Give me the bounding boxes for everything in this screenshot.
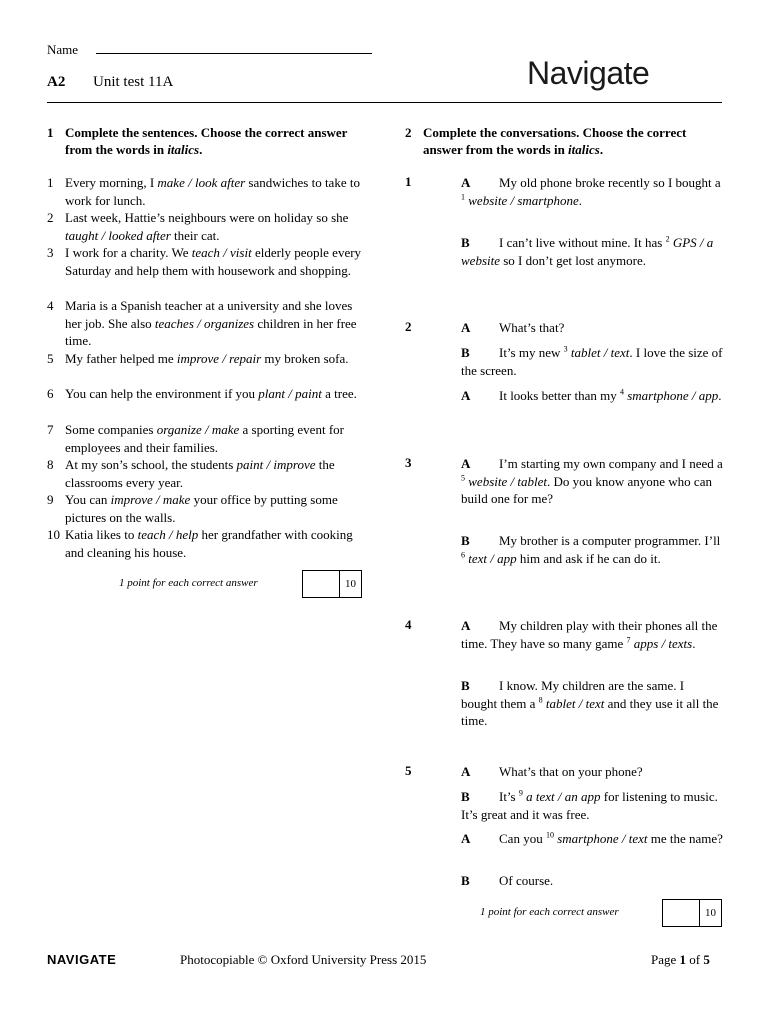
answer-options[interactable]: smartphone / text — [557, 831, 648, 846]
answer-options[interactable]: apps / texts — [633, 635, 693, 651]
section-instruction: Complete the conversations. Choose the correct answer from the words in italics. — [423, 125, 687, 157]
gap-number: 2 — [665, 234, 670, 244]
answer-options[interactable]: organize / make — [156, 422, 240, 437]
answer-options[interactable]: tablet / text — [570, 345, 630, 360]
dialogue-line — [461, 532, 723, 567]
answer-options[interactable]: smartphone / app — [627, 388, 719, 403]
answer-options[interactable]: improve / repair — [176, 351, 262, 366]
dialogue-text: It’s my new $^3$ tablet / text. I love the size of the screen. — [461, 344, 723, 378]
score-total: 10 — [705, 907, 716, 919]
score-instruction: 1 point for each correct answer — [480, 906, 619, 918]
level-label: A2 — [47, 74, 66, 90]
answer-options[interactable]: tablet / text — [545, 695, 605, 711]
answer-options[interactable]: improve / make — [110, 492, 191, 507]
score-input[interactable] — [303, 571, 340, 597]
conversation-number: 2 — [405, 319, 412, 334]
score-instruction: 1 point for each correct answer — [119, 577, 258, 589]
gap-number: 10 — [545, 830, 554, 840]
speaker-label: A — [461, 764, 471, 779]
answer-options[interactable]: website / smartphone — [468, 192, 579, 208]
navigate-logo: Navigate — [527, 55, 650, 91]
gap-number: 3 — [563, 344, 568, 354]
answer-options[interactable]: teach / help — [137, 527, 199, 542]
gap-number: 1 — [461, 192, 465, 202]
name-blank-line[interactable] — [96, 42, 372, 54]
dialogue-text: I can’t live without mine. It has $^2$ GPS / a website so I don’t get lost anymore. — [461, 234, 714, 268]
dialogue-text: It’s $^9$ a text / an app for listening to music. It’s great and it was free. — [461, 788, 718, 822]
answer-options[interactable]: plant / paint — [258, 386, 322, 401]
conversation-number: 3 — [405, 455, 412, 470]
answer-options[interactable]: GPS / a website — [461, 235, 714, 268]
answer-options[interactable]: website / tablet — [468, 473, 547, 489]
speaker-label: B — [461, 345, 470, 360]
gap-number: 7 — [626, 635, 631, 645]
conversation-number: 5 — [405, 763, 412, 778]
name-label: Name — [47, 42, 79, 57]
answer-options[interactable]: paint / improve — [236, 457, 316, 472]
section-1-heading — [47, 124, 367, 160]
answer-options[interactable]: make / look after — [157, 175, 246, 190]
answer-options[interactable]: teaches / organizes — [154, 315, 255, 331]
dialogue-line — [461, 387, 723, 405]
gap-number: 9 — [518, 788, 523, 798]
speaker-label: A — [461, 456, 471, 471]
gap-number: 6 — [461, 550, 465, 560]
dialogue-text: My old phone broke recently so I bought a $^1$ website / smartphone. — [461, 175, 721, 208]
score-input[interactable] — [663, 900, 700, 926]
speaker-label: A — [461, 388, 471, 403]
speaker-label: B — [461, 678, 470, 693]
dialogue-text: Can you $^{10}$ smartphone / text me the name? — [499, 830, 723, 846]
speaker-label: B — [461, 533, 470, 548]
section-number: 1 — [47, 125, 54, 140]
dialogue-text: What’s that? — [499, 320, 565, 335]
dialogue-line — [461, 617, 723, 652]
dialogue-line — [461, 830, 723, 848]
dialogue-text: I know. My children are the same. I bought them a $^8$ tablet / text and they use it all the time. — [461, 678, 719, 728]
header-divider — [47, 102, 722, 103]
speaker-label: A — [461, 831, 471, 846]
answer-options[interactable]: text / app — [468, 550, 517, 566]
answer-options[interactable]: a text / an app — [526, 789, 601, 804]
section-number: 2 — [405, 125, 412, 140]
conversation-number: 1 — [405, 174, 412, 189]
score-box — [302, 570, 362, 598]
dialogue-line — [461, 455, 723, 508]
speaker-label: A — [461, 320, 471, 335]
speaker-label: A — [461, 175, 471, 190]
dialogue-text: My brother is a computer programmer. I’ll $^6$ text / app him and ask if he can do it. — [461, 533, 721, 566]
footer-brand: NAVIGATE — [47, 952, 117, 967]
footer-copyright: Photocopiable © Oxford University Press 2015 — [180, 952, 427, 967]
gap-number: 4 — [619, 387, 624, 397]
footer-page-number: Page 1 of 5 — [651, 952, 710, 967]
score-box — [662, 899, 722, 927]
section-instruction: Complete the sentences. Choose the correct answer from the words in italics. — [65, 125, 348, 157]
answer-options[interactable]: taught / looked after — [65, 227, 171, 243]
dialogue-text: Of course. — [499, 873, 554, 888]
speaker-label: B — [461, 235, 470, 250]
dialogue-line — [461, 677, 723, 730]
dialogue-line — [461, 872, 723, 890]
unit-title: Unit test 11A — [93, 74, 174, 90]
section-2-heading — [405, 124, 725, 160]
dialogue-text: My children play with their phones all the time. They have so many game $^7$ apps / texts. — [461, 618, 718, 651]
dialogue-text: It looks better than my $^4$ smartphone / app. — [499, 387, 722, 403]
dialogue-line — [461, 319, 723, 337]
dialogue-text: What’s that on your phone? — [499, 764, 643, 779]
dialogue-line — [461, 234, 723, 269]
dialogue-line — [461, 174, 723, 209]
dialogue-line — [461, 344, 723, 379]
speaker-label: B — [461, 873, 470, 888]
gap-number: 8 — [538, 695, 543, 705]
gap-number: 5 — [461, 473, 465, 483]
answer-options[interactable]: teach / visit — [191, 245, 252, 260]
dialogue-line — [461, 788, 723, 823]
score-total: 10 — [345, 578, 356, 590]
conversation-number: 4 — [405, 617, 412, 632]
dialogue-line — [461, 763, 723, 781]
speaker-label: A — [461, 618, 471, 633]
speaker-label: B — [461, 789, 470, 804]
name-field-row — [47, 42, 372, 58]
dialogue-text: I’m starting my own company and I need a $^5$ website / tablet. Do you know anyone who can build one for me? — [461, 456, 723, 506]
